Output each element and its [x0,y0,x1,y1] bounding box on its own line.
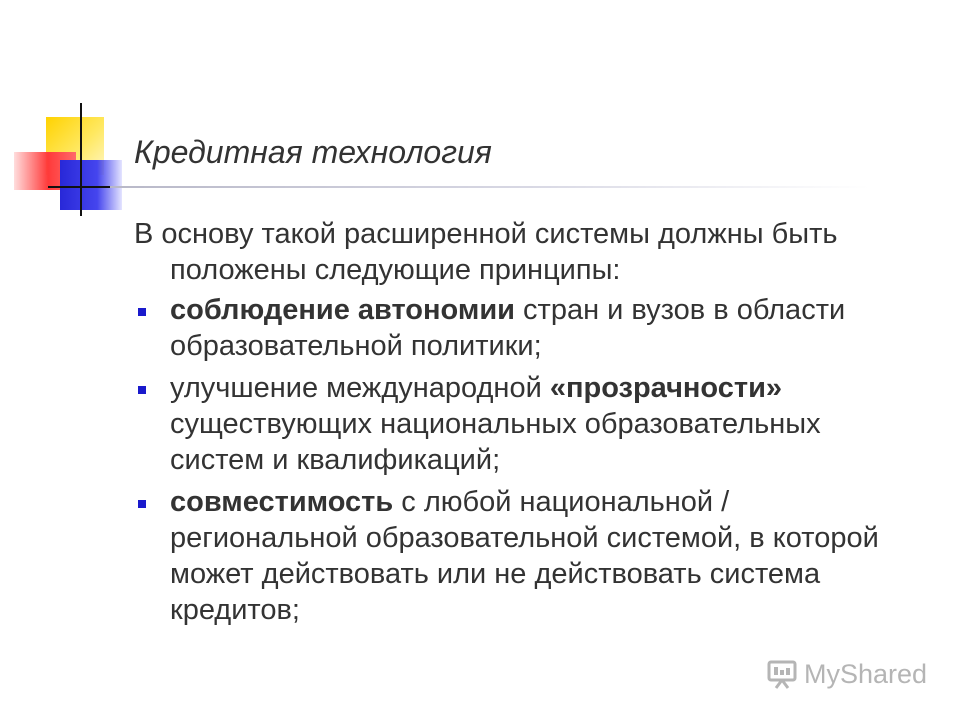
list-item [134,292,914,364]
vertical-line [80,103,82,216]
bullet-bold-text: «прозрачности» [549,372,783,404]
bullet-square-icon [138,308,146,316]
title-decoration [0,0,140,230]
title-underline [110,186,870,188]
intro-paragraph: В основу такой расширенной системы должны быть положены следующие принципы: [134,218,838,286]
bullet-square-icon [138,386,146,394]
blue-rectangle [60,160,122,210]
myshared-watermark [766,654,927,694]
list-item [134,370,914,478]
bullet-bold-text: совместимость [170,486,394,518]
list-item [134,484,914,628]
bullet-text: улучшение международной [170,372,550,404]
slide-body [134,216,914,634]
bullet-text: существующих национальных образовательных систем и квалификаций; [170,408,821,476]
bullet-text: стран и вузов в области образовательной политики; [170,294,846,362]
slide-title: Кредитная технология [134,134,492,170]
bullet-bold-text: соблюдение автономии [170,294,515,326]
bullet-text: с любой национальной /региональной образовательной системой, в которой может действовать или не действовать система кредитов; [170,486,879,626]
presentation-board-icon [766,659,798,689]
bullet-square-icon [138,500,146,508]
principles-list [134,292,914,628]
watermark-text: MyShared [804,658,928,689]
